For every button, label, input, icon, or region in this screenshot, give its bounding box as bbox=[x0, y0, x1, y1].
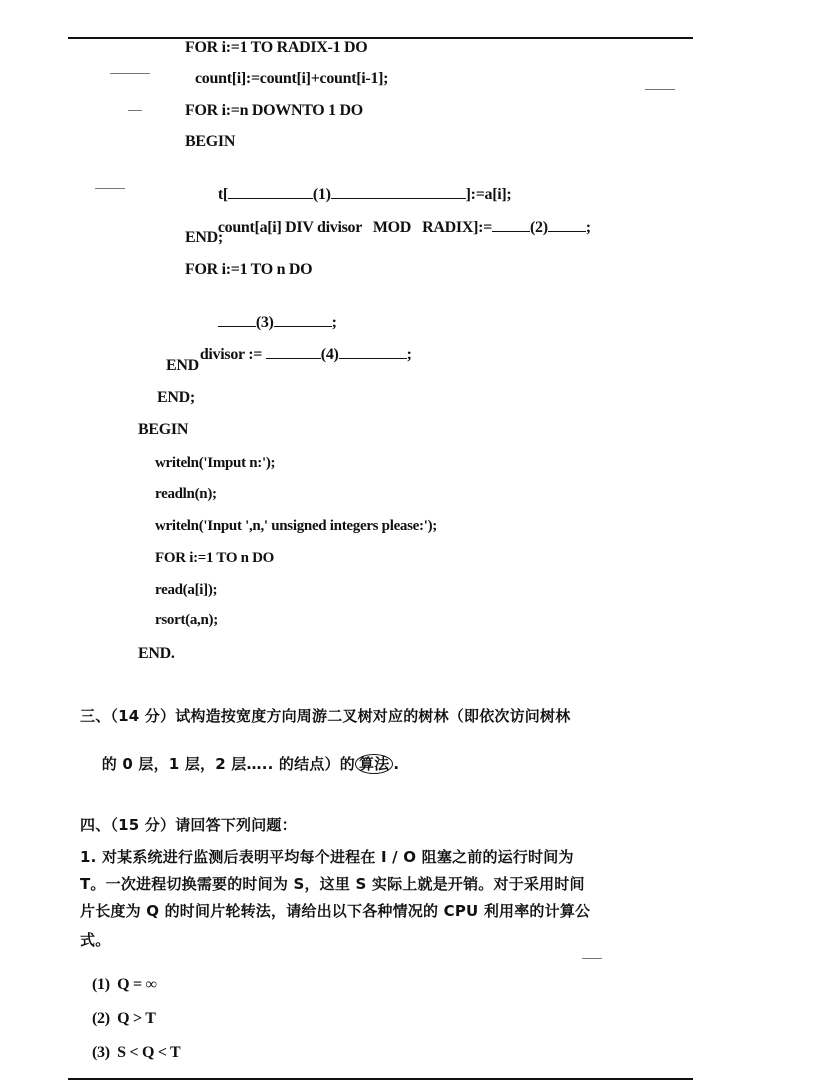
code-line-18: read(a[i]); bbox=[155, 582, 218, 598]
scan-noise bbox=[582, 958, 602, 959]
section-4-item-3: (3) S < Q < T bbox=[92, 1044, 181, 1061]
fill-blank-2a bbox=[492, 217, 530, 232]
scan-noise bbox=[110, 73, 150, 74]
code-line-4: BEGIN bbox=[185, 133, 236, 150]
code-line-20: END. bbox=[138, 645, 175, 662]
section-4-para-line-4: 式。 bbox=[80, 931, 111, 949]
blank-label-1: (1) bbox=[312, 186, 331, 203]
code-line-11: END bbox=[166, 357, 199, 374]
section-4-heading: 四、（15 分）请回答下列问题： bbox=[80, 816, 297, 834]
code-line-7: END; bbox=[185, 229, 223, 246]
fill-blank-2b bbox=[548, 217, 586, 232]
code-line-17: FOR i:=1 TO n DO bbox=[155, 550, 275, 566]
fill-blank-4b bbox=[339, 344, 407, 359]
blank-label-3: (3) bbox=[255, 314, 274, 331]
top-rule bbox=[68, 37, 693, 39]
section-3-line-2-text: 的 0 层，1 层，2 层….. 的结点）的 bbox=[101, 755, 355, 773]
scan-noise bbox=[128, 110, 142, 111]
code-line-16: writeln('Input ',n,' unsigned integers please:'); bbox=[155, 518, 437, 534]
code-line-19: rsort(a,n); bbox=[155, 612, 218, 628]
code-suffix: ; bbox=[585, 219, 591, 236]
code-line-12: END; bbox=[157, 389, 195, 406]
code-line-1: FOR i:=1 TO RADIX-1 DO bbox=[185, 39, 368, 56]
fill-blank-4a bbox=[266, 344, 321, 359]
section-4-para-line-2: T。一次进程切换需要的时间为 S，这里 S 实际上就是开销。对于采用时间 bbox=[80, 875, 585, 893]
section-3-line-2 bbox=[80, 734, 399, 794]
scan-noise bbox=[645, 89, 675, 90]
section-4-para-line-3: 片长度为 Q 的时间片轮转法，请给出以下各种情况的 CPU 利用率的计算公 bbox=[80, 902, 591, 920]
section-4-item-2: (2) Q > T bbox=[92, 1010, 156, 1027]
code-line-3: FOR i:=n DOWNTO 1 DO bbox=[185, 102, 363, 119]
bottom-rule bbox=[68, 1078, 693, 1080]
code-line-15: readln(n); bbox=[155, 486, 217, 502]
section-4-para-line-1: 1. 对某系统进行监测后表明平均每个进程在 I / O 阻塞之前的运行时间为 bbox=[80, 848, 574, 866]
code-suffix: ; bbox=[331, 314, 337, 331]
code-prefix: count[a[i] DIV divisor MOD RADIX]:= bbox=[217, 219, 492, 236]
code-prefix: t[ bbox=[217, 186, 228, 203]
section-3-line-1: 三、（14 分）试构造按宽度方向周游二叉树对应的树林（即依次访问树林 bbox=[80, 707, 571, 725]
code-prefix: divisor := bbox=[199, 346, 266, 363]
code-line-2: count[i]:=count[i]+count[i-1]; bbox=[195, 70, 389, 87]
code-line-8: FOR i:=1 TO n DO bbox=[185, 261, 313, 278]
code-suffix: ]:=a[i]; bbox=[465, 186, 512, 203]
section-3-line-2-end: . bbox=[393, 755, 400, 773]
code-line-10-blank-4 bbox=[185, 324, 412, 385]
circled-annotation: 算法 bbox=[355, 754, 393, 774]
section-4-item-1: (1) Q = ∞ bbox=[92, 976, 157, 993]
blank-label-2: (2) bbox=[529, 219, 548, 236]
blank-label-4: (4) bbox=[320, 346, 339, 363]
code-line-14: writeln('Imput n:'); bbox=[155, 455, 276, 471]
code-suffix: ; bbox=[406, 346, 412, 363]
code-line-13: BEGIN bbox=[138, 421, 189, 438]
code-line-6-blank-2 bbox=[203, 197, 591, 258]
scan-noise bbox=[95, 188, 125, 189]
